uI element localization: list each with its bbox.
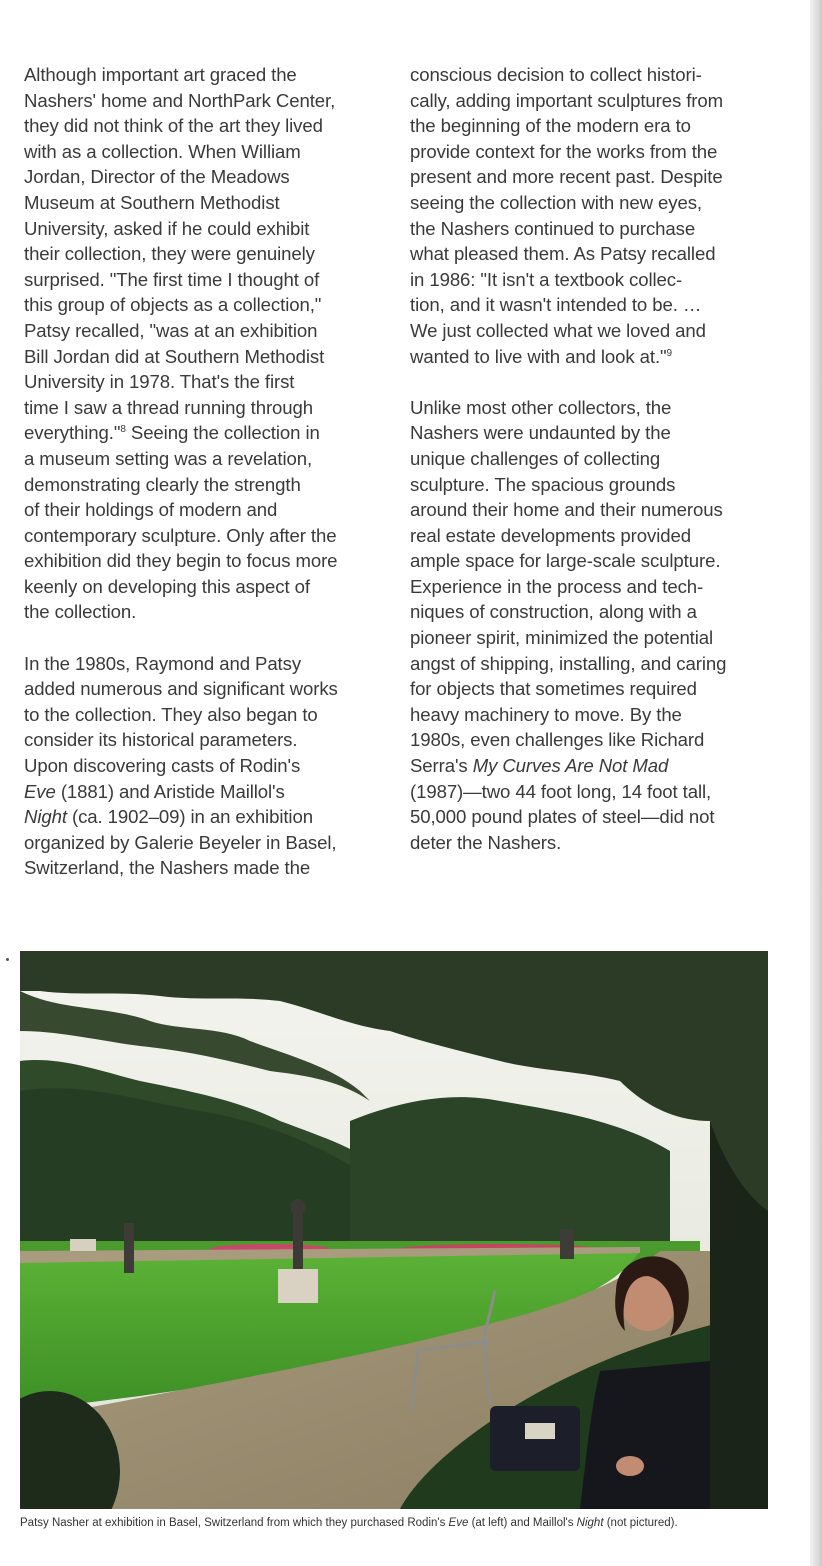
text-line: Patsy recalled, "was at an exhibition	[24, 319, 318, 341]
text-line: contemporary sculpture. Only after the	[24, 524, 337, 546]
text-line: in 1986: "It isn't a textbook collec-	[410, 268, 683, 290]
text-line: Nashers' home and NorthPark Center,	[24, 89, 336, 111]
text-line: Bill Jordan did at Southern Methodist	[24, 345, 325, 367]
text-span: (ca. 1902–09) in an exhibition	[66, 806, 313, 828]
text-line: unique challenges of collecting	[410, 447, 661, 469]
text-line	[410, 344, 785, 370]
text-line: surprised. "The first time I thought of	[24, 268, 320, 290]
caption-text: (at left) and Maillol's	[468, 1517, 577, 1529]
text-line: to the collection. They also began to	[24, 703, 318, 725]
caption-text: Patsy Nasher at exhibition in Basel, Switzerland from which they purchased Rodin's	[20, 1517, 449, 1529]
artwork-title-night: Night	[24, 806, 67, 828]
text-line: pioneer spirit, minimized the potential	[410, 627, 714, 649]
text-line: (1987)—two 44 foot long, 14 foot tall,	[410, 780, 712, 802]
photo-caption	[20, 1515, 800, 1531]
text-line: deter the Nashers.	[410, 831, 562, 853]
paragraph-3	[410, 62, 785, 369]
text-line: organized by Galerie Beyeler in Basel,	[24, 831, 337, 853]
text-span: wanted to live with and look at."	[410, 345, 667, 367]
footnote-ref-8: 8	[120, 424, 126, 436]
text-line: Upon discovering casts of Rodin's	[24, 755, 301, 777]
caption-text: (not pictured).	[603, 1517, 678, 1529]
text-line: heavy machinery to move. By the	[410, 703, 682, 725]
text-line: their collection, they were genuinely	[24, 243, 315, 265]
text-span: (1881) and Aristide Maillol's	[55, 780, 285, 802]
text-line: provide context for the works from the	[410, 140, 718, 162]
text-span: Serra's	[410, 755, 473, 777]
caption-title-eve: Eve	[448, 1517, 469, 1529]
paragraph-4	[410, 395, 785, 856]
text-line: University, asked if he could exhibit	[24, 217, 310, 239]
text-line: the Nashers continued to purchase	[410, 217, 696, 239]
text-line: for objects that sometimes required	[410, 678, 697, 700]
paragraph-2	[24, 651, 396, 881]
text-line: demonstrating clearly the strength	[24, 473, 301, 495]
far-sculpture	[124, 1223, 134, 1273]
text-line: University in 1978. That's the first	[24, 371, 295, 393]
artwork-title-eve: Eve	[24, 780, 56, 802]
text-line: what pleased them. As Patsy recalled	[410, 243, 716, 265]
text-line: cally, adding important sculptures from	[410, 89, 724, 111]
text-line: real estate developments provided	[410, 524, 691, 546]
text-line: Although important art graced the	[24, 64, 297, 85]
margin-dot	[6, 958, 9, 961]
text-line	[24, 779, 396, 805]
text-line: We just collected what we loved and	[410, 319, 706, 341]
text-line: this group of objects as a collection,"	[24, 294, 322, 316]
person-hand	[616, 1456, 644, 1476]
text-line: Unlike most other collectors, the	[410, 396, 672, 418]
text-line: tion, and it wasn't intended to be. …	[410, 294, 702, 316]
text-line: Experience in the process and tech-	[410, 575, 704, 597]
footnote-ref-9: 9	[666, 347, 673, 359]
text-line: around their home and their numerous	[410, 499, 723, 521]
text-line: of their holdings of modern and	[24, 499, 278, 521]
text-line: time I saw a thread running through	[24, 396, 314, 418]
text-line: sculpture. The spacious grounds	[410, 473, 676, 495]
text-line: a museum setting was a revelation,	[24, 447, 313, 469]
photo-illustration	[20, 951, 768, 1509]
text-line: with as a collection. When William	[24, 140, 301, 162]
caption-title-night: Night	[576, 1517, 604, 1529]
paragraph-1	[24, 62, 396, 625]
text-span: Seeing the collection in	[125, 422, 320, 444]
text-line: Jordan, Director of the Meadows	[24, 166, 290, 188]
text-line	[24, 420, 396, 446]
text-line: added numerous and significant works	[24, 678, 338, 700]
sculpture-head	[290, 1199, 306, 1215]
text-line: consider its historical parameters.	[24, 729, 298, 751]
plinth	[278, 1269, 318, 1303]
text-line: keenly on developing this aspect of	[24, 575, 310, 597]
text-line: Museum at Southern Methodist	[24, 191, 280, 213]
right-column	[410, 62, 785, 855]
far-sculpture	[560, 1229, 574, 1259]
artwork-title-my-curves: My Curves Are Not Mad	[472, 755, 669, 777]
text-line: angst of shipping, installing, and caring	[410, 652, 727, 674]
bag-tag	[525, 1423, 555, 1439]
text-line: ample space for large-scale sculpture.	[410, 550, 721, 572]
text-line: niques of construction, along with a	[410, 601, 697, 623]
page-edge	[810, 0, 822, 1566]
text-line: 1980s, even challenges like Richard	[410, 729, 705, 751]
text-line: they did not think of the art they lived	[24, 115, 323, 137]
text-span: everything."	[24, 422, 121, 444]
text-line: present and more recent past. Despite	[410, 166, 723, 188]
text-line: Switzerland, the Nashers made the	[24, 857, 311, 879]
far-plinth	[70, 1239, 96, 1251]
garden-photograph	[20, 951, 768, 1509]
text-line: 50,000 pound plates of steel—did not	[410, 806, 715, 828]
text-line: In the 1980s, Raymond and Patsy	[24, 652, 302, 674]
left-column	[24, 62, 396, 881]
text-line: seeing the collection with new eyes,	[410, 191, 703, 213]
text-line	[24, 804, 396, 830]
text-line: the collection.	[24, 601, 137, 623]
sculpture-eve	[293, 1213, 303, 1269]
text-line: the beginning of the modern era to	[410, 115, 691, 137]
text-line: exhibition did they begin to focus more	[24, 550, 338, 572]
text-line: Nashers were undaunted by the	[410, 422, 671, 444]
text-line: conscious decision to collect histori-	[410, 64, 702, 85]
text-line	[410, 753, 785, 779]
